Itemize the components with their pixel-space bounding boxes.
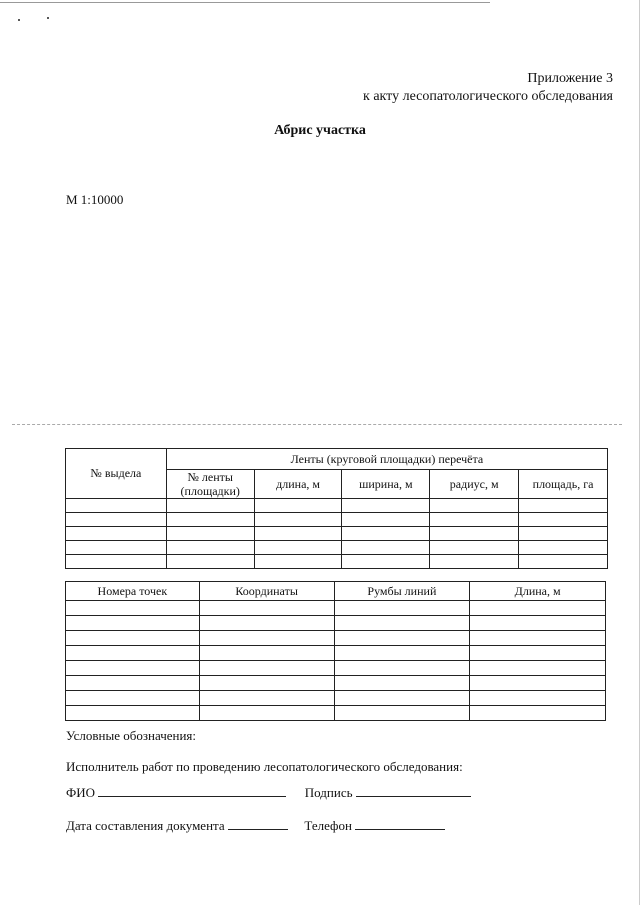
legend-label: Условные обозначения: [66, 728, 197, 743]
phone-blank [355, 817, 445, 830]
table-row [66, 661, 606, 676]
table-row [66, 706, 606, 721]
table-row [66, 691, 606, 706]
col-width: ширина, м [342, 470, 430, 499]
col-point-numbers: Номера точек [66, 582, 200, 601]
page-title: Абрис участка [274, 123, 366, 138]
table-row [66, 499, 608, 513]
col-radius: радиус, м [430, 470, 519, 499]
map-scale: М 1:10000 [66, 192, 124, 207]
appendix-note [363, 70, 613, 106]
table-row [66, 527, 608, 541]
date-label: Дата составления документа [66, 818, 225, 833]
scan-top-edge [0, 2, 490, 3]
fio-label: ФИО [66, 785, 96, 800]
col-plot-number: № выдела [66, 449, 167, 499]
plots-table [65, 448, 608, 569]
date-blank [228, 817, 288, 830]
signature-label: Подпись [304, 785, 353, 800]
table-row [66, 541, 608, 555]
table-row [66, 646, 606, 661]
col-line-length: Длина, м [470, 582, 606, 601]
table-row [66, 616, 606, 631]
date-phone-line [66, 817, 445, 834]
table-row [66, 631, 606, 646]
executor-label: Исполнитель работ по проведению лесопатологического обследования: [66, 759, 463, 774]
col-coordinates: Координаты [199, 582, 334, 601]
table-row [66, 513, 608, 527]
fio-signature-line [66, 784, 471, 801]
scan-speck [47, 17, 49, 19]
table-row [66, 555, 608, 569]
col-strip-number: № ленты (площадки) [166, 470, 254, 499]
scan-speck [18, 19, 20, 21]
col-length: длина, м [254, 470, 342, 499]
table-row [66, 676, 606, 691]
col-area: площадь, га [519, 470, 608, 499]
phone-label: Телефон [304, 818, 352, 833]
cut-line [12, 424, 622, 425]
col-bearings: Румбы линий [334, 582, 470, 601]
points-table [65, 581, 606, 721]
col-group-strips: Ленты (круговой площадки) перечёта [166, 449, 607, 470]
appendix-line-1: Приложение 3 [527, 71, 613, 86]
signature-blank [356, 784, 471, 797]
table-row [66, 601, 606, 616]
fio-blank [98, 784, 286, 797]
appendix-line-2: к акту лесопатологического обследования [363, 89, 613, 104]
